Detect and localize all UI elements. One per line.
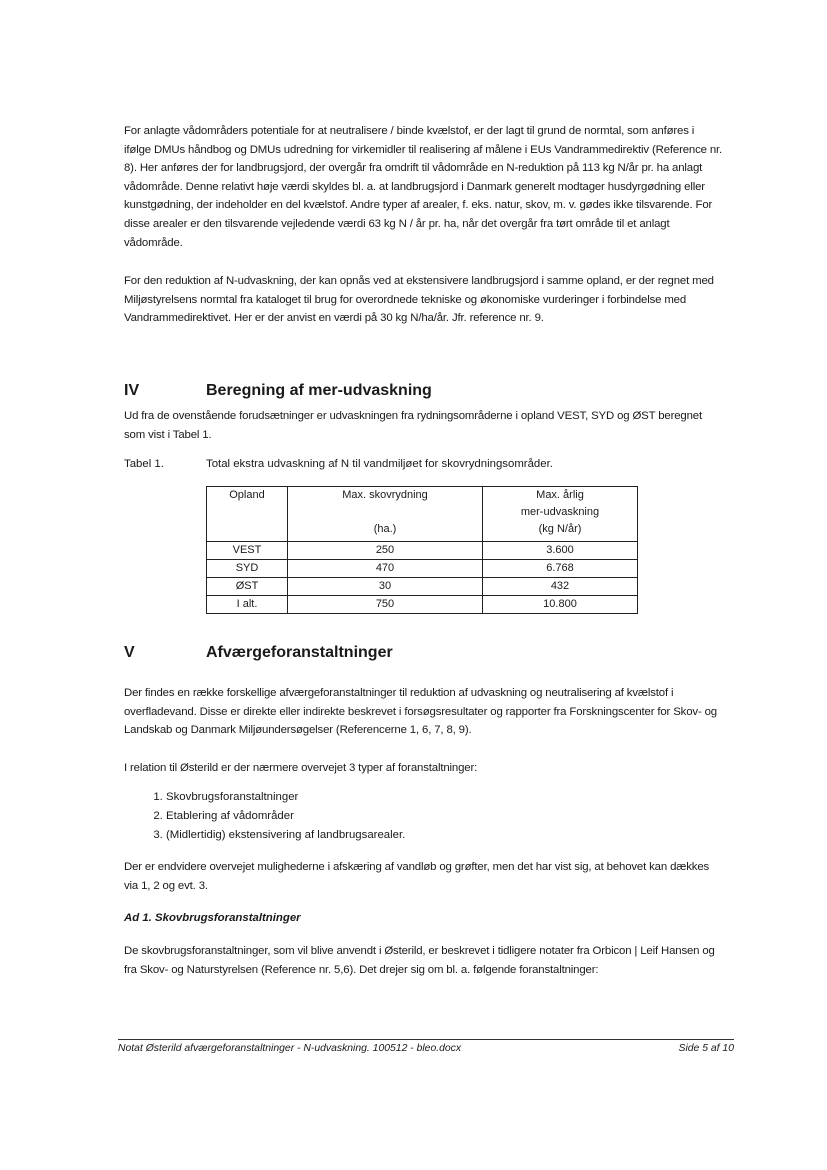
table-row [207,596,638,614]
cell-kg: 6.768 [483,560,638,578]
subheading-forestry: Ad 1. Skovbrugsforanstaltninger [124,912,301,924]
footer-divider [118,1039,734,1040]
leaching-table [206,486,638,614]
footer-page-number: Side 5 af 10 [678,1043,734,1054]
header-opland: Opland [207,487,288,542]
cell-kg: 3.600 [483,542,638,560]
measures-list [146,788,405,845]
list-item: 3. (Midlertidig) ekstensivering af landbrugsarealer. [166,826,405,845]
cell-opland: VEST [207,542,288,560]
table-caption-label: Tabel 1. [124,458,164,470]
footer-filename: Notat Østerild afværgeforanstaltninger - N-udvaskning. 100512 - bleo.docx [118,1043,462,1054]
table-header-row [207,487,638,542]
paragraph-wetland-potential: For anlagte vådområders potentiale for at neutralisere / binde kvælstof, er der lagt til grund de normtal, som anføres i ifølge DMUs håndbog og DMUs udredning for virkemidler til realisering af målene i EUs Vandrammedirektiv (Reference nr. 8). Her anføres der for landbrugsjord, der overgår fra omdrift til vådområde en N-reduktion på 113 kg N/år pr. ha anlagt vådområde. Denne relativt høje værdi skyldes bl. a. at landbrugsjord i Danmark generelt modtager husdyrgødning eller kunstgødning, der indeholder en del kvælstof. Andre typer af arealer, f. eks. natur, skov, m. v. gødes ikke tilsvarende. For disse arealer er den tilsvarende vejledende værdi 63 kg N / år pr. ha, når det overgår fra tørt område til et anlagt vådområde. [124,125,723,249]
header-max-leaching: Max. årlig mer-udvaskning (kg N/år) [483,487,638,542]
cell-opland: ØST [207,578,288,596]
table-caption-text: Total ekstra udvaskning af N til vandmiljøet for skovrydningsområder. [206,458,553,470]
paragraph-calculation-intro: Ud fra de ovenstående forudsætninger er udvaskningen fra rydningsområderne i opland VEST, SYD og ØST beregnet som vist i Tabel 1. [124,410,703,441]
header-max-clearing: Max. skovrydning (ha.) [288,487,483,542]
paragraph-n-reduction: For den reduktion af N-udvaskning, der kan opnås ved at ekstensivere landbrugsjord i samme opland, er der regnet med Miljøstyrelsens normtal fra kataloget til brug for overordnede tekniske og økonomiske vurderinger i forbindelse med Vandrammedirektivet. Her er der anvist en værdi på 30 kg N/ha/år. Jfr. reference nr. 9. [124,275,714,325]
table-row [207,560,638,578]
section-number-v: V [124,644,135,661]
section-title-v: Afværgeforanstaltninger [206,644,393,661]
cell-kg: 432 [483,578,638,596]
section-number-iv: IV [124,382,140,399]
paragraph-measures-intro: Der findes en række forskellige afværgeforanstaltninger til reduktion af udvaskning og neutralisering af kvælstof i overfladevand. Disse er direkte eller indirekte beskrevet i forsøgsresultater og rapporter fra Forskningscenter for Skov- og Landskab og Danmark Miljøundersøgelser (Referencerne 1, 6, 7, 8, 9). [124,687,717,737]
section-title-iv: Beregning af mer-udvaskning [206,382,432,399]
table-row [207,542,638,560]
cell-ha: 250 [288,542,483,560]
cell-opland: I alt. [207,596,288,614]
cell-kg: 10.800 [483,596,638,614]
cell-ha: 750 [288,596,483,614]
paragraph-osterild-relation: I relation til Østerild er der nærmere overvejet 3 typer af foranstaltninger: [124,762,478,774]
paragraph-additional: Der er endvidere overvejet mulighederne i afskæring af vandløb og grøfter, men det har vist sig, at behovet kan dækkes via 1, 2 og evt. 3. [124,861,710,892]
table-row [207,578,638,596]
list-item: 1. Skovbrugsforanstaltninger [166,788,405,807]
cell-ha: 470 [288,560,483,578]
list-item: 2. Etablering af vådområder [166,807,405,826]
cell-ha: 30 [288,578,483,596]
paragraph-forestry-measures: De skovbrugsforanstaltninger, som vil blive anvendt i Østerild, er beskrevet i tidligere notater fra Orbicon | Leif Hansen og fra Skov- og Naturstyrelsen (Reference nr. 5,6). Det drejer sig om bl. a. følgende foranstaltninger: [124,945,715,976]
cell-opland: SYD [207,560,288,578]
